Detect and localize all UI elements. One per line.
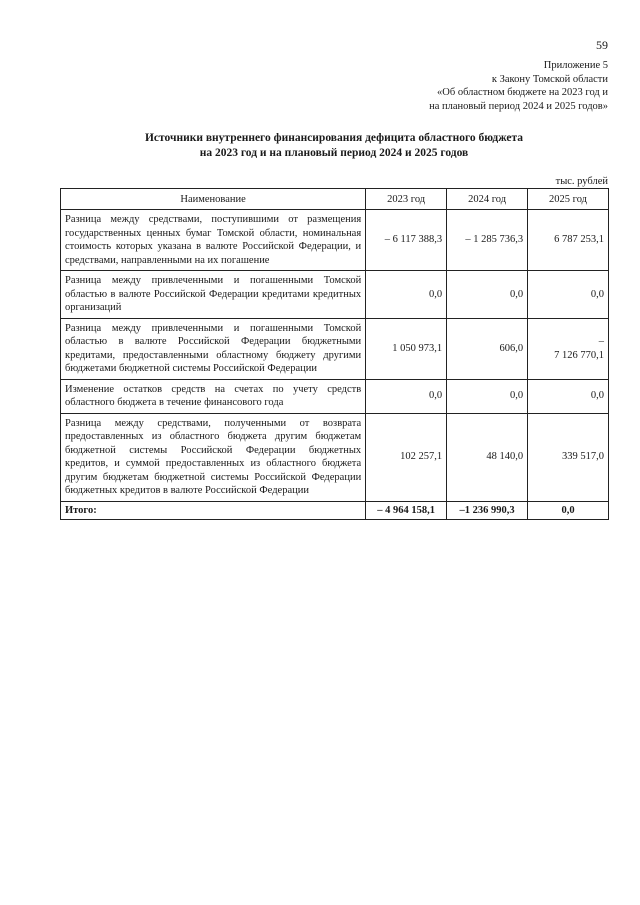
row-value-2024: 0,0: [447, 379, 528, 413]
appendix-line-2: к Закону Томской области: [491, 73, 608, 85]
row-value-2025-sign: –: [598, 336, 604, 347]
table-row: [61, 379, 609, 413]
page-number: 59: [596, 38, 608, 52]
header-name: Наименование: [61, 189, 366, 210]
row-name: Разница между средствами, полученными от возврата предоставленных из областного бюджета другим бюджетам бюджетной системы Российской Федерации бюджетных кредитов, и суммой предоставленных из областного бюджета другим бюджетам бюджетной системы Российской Федерации бюджетных кредитов в валюте Российской Федерации: [61, 413, 366, 501]
table-header-row: [61, 189, 609, 210]
row-value-2023: 0,0: [366, 271, 447, 319]
row-name: Изменение остатков средств на счетах по учету средств областного бюджета в течение финансового года: [61, 379, 366, 413]
header-2024: 2024 год: [447, 189, 528, 210]
units-label: тыс. рублей: [555, 176, 608, 187]
row-value-2025-cell: [528, 318, 609, 379]
row-value-2025: 339 517,0: [528, 413, 609, 501]
total-row: [61, 501, 609, 520]
row-value-2025: 7 126 770,1: [554, 349, 604, 361]
row-value-2023: 102 257,1: [366, 413, 447, 501]
total-label: Итого:: [61, 501, 366, 520]
title-line-1: Источники внутреннего финансирования дефицита областного бюджета: [144, 132, 524, 144]
row-name: Разница между привлеченными и погашенными Томской областью в валюте Российской Федерации кредитами кредитных организаций: [61, 271, 366, 319]
row-value-2023: – 6 117 388,3: [366, 210, 447, 271]
appendix-line-3: «Об областном бюджете на 2023 год и: [437, 87, 608, 98]
row-value-2025: 6 787 253,1: [528, 210, 609, 271]
row-value-2024: 606,0: [447, 318, 528, 379]
title-line-2: на 2023 год и на плановый период 2024 и 2025 годов: [199, 147, 469, 159]
total-2024: –1 236 990,3: [447, 501, 528, 520]
table-row: [61, 210, 609, 271]
row-name: Разница между привлеченными и погашенными Томской областью в валюте Российской Федерации бюджетными кредитами, предоставленными областному бюджету другими бюджетами бюджетной системы Российской Федерации: [61, 318, 366, 379]
table-row: [61, 271, 609, 319]
row-value-2023: 0,0: [366, 379, 447, 413]
total-2025: 0,0: [528, 501, 609, 520]
row-value-2024: 0,0: [447, 271, 528, 319]
header-2023: 2023 год: [366, 189, 447, 210]
header-2025: 2025 год: [528, 189, 609, 210]
financing-sources-table: [60, 188, 609, 520]
table-row: [61, 318, 609, 379]
row-value-2025: 0,0: [528, 271, 609, 319]
appendix-line-1: Приложение 5: [543, 60, 608, 71]
table-row: [61, 413, 609, 501]
row-value-2024: – 1 285 736,3: [447, 210, 528, 271]
row-value-2024: 48 140,0: [447, 413, 528, 501]
row-value-2025: 0,0: [528, 379, 609, 413]
document-title: [60, 131, 608, 161]
row-name: Разница между средствами, поступившими от размещения государственных ценных бумаг Томской области, номинальная стоимость которых указана в валюте Российской Федерации, и средствами, направленными на их погашение: [61, 210, 366, 271]
total-2023: – 4 964 158,1: [366, 501, 447, 520]
appendix-header: [429, 59, 608, 113]
appendix-line-4: на плановый период 2024 и 2025 годов»: [429, 100, 608, 112]
row-value-2023: 1 050 973,1: [366, 318, 447, 379]
